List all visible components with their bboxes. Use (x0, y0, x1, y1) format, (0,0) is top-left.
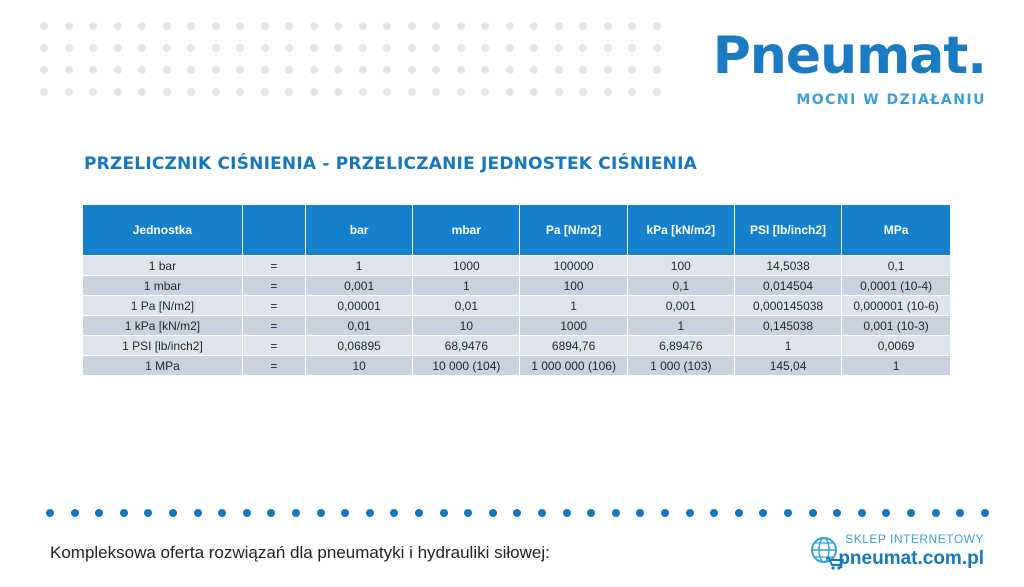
column-header: kPa [kN/m2] (627, 205, 734, 256)
decor-dot (236, 88, 244, 96)
value-cell: 100 (520, 276, 627, 296)
divider-dot (858, 509, 866, 517)
decor-dot (212, 44, 220, 52)
decor-dot (138, 44, 146, 52)
decor-dot (285, 88, 293, 96)
unit-label-cell: 1 kPa [kN/m2] (83, 316, 242, 336)
decor-dot (579, 88, 587, 96)
decor-dot (334, 66, 342, 74)
value-cell: 0,145038 (734, 316, 841, 336)
shop-label: SKLEP INTERNETOWY (845, 532, 984, 546)
divider-dot (144, 509, 152, 517)
decor-dot (334, 88, 342, 96)
value-cell: 0,01 (306, 316, 413, 336)
decor-dot (359, 88, 367, 96)
decor-dot (653, 44, 661, 52)
decor-dot (506, 44, 514, 52)
decor-dot (604, 66, 612, 74)
value-cell: 1000 (520, 316, 627, 336)
decor-dot (89, 88, 97, 96)
decor-dot (187, 88, 195, 96)
decor-dot (310, 22, 318, 30)
value-cell: 0,1 (627, 276, 734, 296)
decor-dot (40, 44, 48, 52)
decor-dot (310, 66, 318, 74)
decor-dot (628, 88, 636, 96)
divider-dot (169, 509, 177, 517)
divider-dot (932, 509, 940, 517)
decor-dot (383, 66, 391, 74)
value-cell: 0,000001 (10-6) (842, 296, 950, 316)
divider-dot (341, 509, 349, 517)
shop-link[interactable] (838, 532, 984, 570)
decor-dot (359, 44, 367, 52)
unit-label-cell: 1 Pa [N/m2] (83, 296, 242, 316)
value-cell: 100 (627, 256, 734, 276)
value-cell: 0,000145038 (734, 296, 841, 316)
decor-dot (163, 88, 171, 96)
divider-dot (833, 509, 841, 517)
column-header: PSI [lb/inch2] (734, 205, 841, 256)
divider-dot (267, 509, 275, 517)
decor-dot (530, 44, 538, 52)
value-cell: 0,001 (10-3) (842, 316, 950, 336)
decor-dot (65, 22, 73, 30)
decor-dot (212, 88, 220, 96)
divider-dot (194, 509, 202, 517)
divider-dot (243, 509, 251, 517)
decor-dot (359, 66, 367, 74)
decor-dot (408, 22, 416, 30)
decor-dot (457, 88, 465, 96)
value-cell: 0,0069 (842, 336, 950, 356)
value-cell: 10 (306, 356, 413, 376)
decor-dot (628, 44, 636, 52)
divider-dot (907, 509, 915, 517)
footer-tagline: Kompleksowa oferta rozwiązań dla pneumatyki i hydrauliki siłowej: (50, 543, 550, 562)
decor-dot (530, 22, 538, 30)
divider-dot (759, 509, 767, 517)
divider-dot (71, 509, 79, 517)
decor-dot (40, 66, 48, 74)
decor-dot (555, 44, 563, 52)
divider-dot (636, 509, 644, 517)
decor-dot (40, 22, 48, 30)
divider-dot (735, 509, 743, 517)
column-header: MPa (842, 205, 950, 256)
value-cell: 0,01 (413, 296, 520, 316)
decor-dot (187, 22, 195, 30)
unit-label-cell: 1 mbar (83, 276, 242, 296)
decor-dot (653, 88, 661, 96)
decor-dot (408, 88, 416, 96)
divider-dot (784, 509, 792, 517)
table-row (83, 256, 950, 276)
decor-dot (555, 22, 563, 30)
divider-dot (120, 509, 128, 517)
value-cell: 6894,76 (520, 336, 627, 356)
decor-dot (432, 22, 440, 30)
value-cell: 68,9476 (413, 336, 520, 356)
divider-dot (464, 509, 472, 517)
table-row (83, 276, 950, 296)
equals-cell: = (242, 256, 305, 276)
decor-dot (457, 66, 465, 74)
value-cell: 0,1 (842, 256, 950, 276)
column-header: bar (306, 205, 413, 256)
decor-dot (334, 22, 342, 30)
decor-dot (530, 66, 538, 74)
decor-dot (138, 66, 146, 74)
decor-dot (261, 44, 269, 52)
decor-dot (383, 22, 391, 30)
decor-dot (285, 44, 293, 52)
decor-dot (506, 88, 514, 96)
decor-dot (408, 66, 416, 74)
divider-dot (440, 509, 448, 517)
decor-dot (138, 88, 146, 96)
decor-dot (236, 22, 244, 30)
equals-cell: = (242, 296, 305, 316)
decor-dot (65, 66, 73, 74)
value-cell: 1000 (413, 256, 520, 276)
value-cell: 100000 (520, 256, 627, 276)
divider-dot (366, 509, 374, 517)
unit-label-cell: 1 PSI [lb/inch2] (83, 336, 242, 356)
divider-dot (612, 509, 620, 517)
table-header-row (83, 205, 950, 256)
decor-dot (187, 66, 195, 74)
decor-dot (604, 88, 612, 96)
divider-dot (390, 509, 398, 517)
decor-dot (285, 66, 293, 74)
column-header: Jednostka (83, 205, 242, 256)
decor-dot (114, 44, 122, 52)
decor-dot (432, 88, 440, 96)
decor-dot (138, 22, 146, 30)
value-cell: 14,5038 (734, 256, 841, 276)
divider-dot (686, 509, 694, 517)
decor-dot (65, 88, 73, 96)
equals-cell: = (242, 336, 305, 356)
decor-dot (236, 66, 244, 74)
column-header: Pa [N/m2] (520, 205, 627, 256)
decor-dot (236, 44, 244, 52)
value-cell: 0,014504 (734, 276, 841, 296)
table-row (83, 356, 950, 376)
value-cell: 1 (627, 316, 734, 336)
shop-url[interactable]: pneumat.com.pl (838, 548, 984, 569)
decor-dot (187, 44, 195, 52)
table-row (83, 296, 950, 316)
unit-label-cell: 1 bar (83, 256, 242, 276)
equals-cell: = (242, 276, 305, 296)
value-cell: 145,04 (734, 356, 841, 376)
decor-dot (334, 44, 342, 52)
decor-dot (163, 44, 171, 52)
decor-dot (212, 66, 220, 74)
decor-dot (579, 22, 587, 30)
decor-dot (89, 22, 97, 30)
value-cell: 1 (734, 336, 841, 356)
divider-dot (415, 509, 423, 517)
divider-dot (563, 509, 571, 517)
decor-dot (457, 22, 465, 30)
divider-dot (95, 509, 103, 517)
decor-dot (408, 44, 416, 52)
divider-dot (710, 509, 718, 517)
decor-dot (481, 22, 489, 30)
brand-slogan: MOCNI W DZIAŁANIU (796, 92, 986, 108)
pneumat-logo[interactable]: Pneumat. (712, 26, 986, 86)
unit-label-cell: 1 MPa (83, 356, 242, 376)
page-title: PRZELICZNIK CIŚNIENIA - PRZELICZANIE JEDNOSTEK CIŚNIENIA (84, 154, 697, 174)
divider-dot (809, 509, 817, 517)
decor-dot (261, 88, 269, 96)
equals-cell: = (242, 316, 305, 336)
decor-dot (163, 66, 171, 74)
value-cell: 0,0001 (10-4) (842, 276, 950, 296)
equals-cell: = (242, 356, 305, 376)
table-row (83, 336, 950, 356)
decor-dot (310, 44, 318, 52)
decor-dot (261, 66, 269, 74)
divider-dot (661, 509, 669, 517)
value-cell: 0,06895 (306, 336, 413, 356)
decor-dot (359, 22, 367, 30)
column-header (242, 205, 305, 256)
pressure-conversion-table (83, 205, 950, 375)
decor-dot (163, 22, 171, 30)
value-cell: 1 000 000 (106) (520, 356, 627, 376)
decor-dot (628, 66, 636, 74)
decor-dot (457, 44, 465, 52)
divider-dot (981, 509, 989, 517)
decor-dot (653, 66, 661, 74)
value-cell: 0,001 (306, 276, 413, 296)
decorative-dot-grid (40, 22, 690, 102)
decor-dot (89, 44, 97, 52)
decor-dot (628, 22, 636, 30)
decor-dot (383, 88, 391, 96)
decor-dot (481, 66, 489, 74)
decor-dot (604, 44, 612, 52)
decor-dot (212, 22, 220, 30)
value-cell: 6,89476 (627, 336, 734, 356)
value-cell: 1 (842, 356, 950, 376)
value-cell: 10 (413, 316, 520, 336)
decor-dot (261, 22, 269, 30)
decor-dot (114, 88, 122, 96)
divider-dot (538, 509, 546, 517)
decor-dot (555, 66, 563, 74)
decor-dot (432, 66, 440, 74)
decor-dot (604, 22, 612, 30)
decor-dot (383, 44, 391, 52)
divider-dot (317, 509, 325, 517)
divider-dot (882, 509, 890, 517)
divider-dot (587, 509, 595, 517)
value-cell: 0,001 (627, 296, 734, 316)
divider-dot (513, 509, 521, 517)
divider-dot (956, 509, 964, 517)
decor-dot (481, 44, 489, 52)
decor-dot (285, 22, 293, 30)
decor-dot (310, 88, 318, 96)
decor-dot (530, 88, 538, 96)
decor-dot (579, 44, 587, 52)
divider-dot (292, 509, 300, 517)
decor-dot (432, 44, 440, 52)
value-cell: 0,00001 (306, 296, 413, 316)
divider-dot (218, 509, 226, 517)
table-row (83, 316, 950, 336)
decor-dot (481, 88, 489, 96)
decor-dot (114, 22, 122, 30)
value-cell: 1 000 (103) (627, 356, 734, 376)
decor-dot (579, 66, 587, 74)
decor-dot (506, 22, 514, 30)
value-cell: 1 (413, 276, 520, 296)
divider-dot (46, 509, 54, 517)
decor-dot (653, 22, 661, 30)
decor-dot (114, 66, 122, 74)
decorative-dot-divider (46, 509, 996, 519)
decor-dot (555, 88, 563, 96)
brand-block (713, 26, 986, 108)
decor-dot (65, 44, 73, 52)
decor-dot (506, 66, 514, 74)
value-cell: 1 (306, 256, 413, 276)
decor-dot (89, 66, 97, 74)
decor-dot (40, 88, 48, 96)
divider-dot (489, 509, 497, 517)
column-header: mbar (413, 205, 520, 256)
value-cell: 1 (520, 296, 627, 316)
value-cell: 10 000 (104) (413, 356, 520, 376)
